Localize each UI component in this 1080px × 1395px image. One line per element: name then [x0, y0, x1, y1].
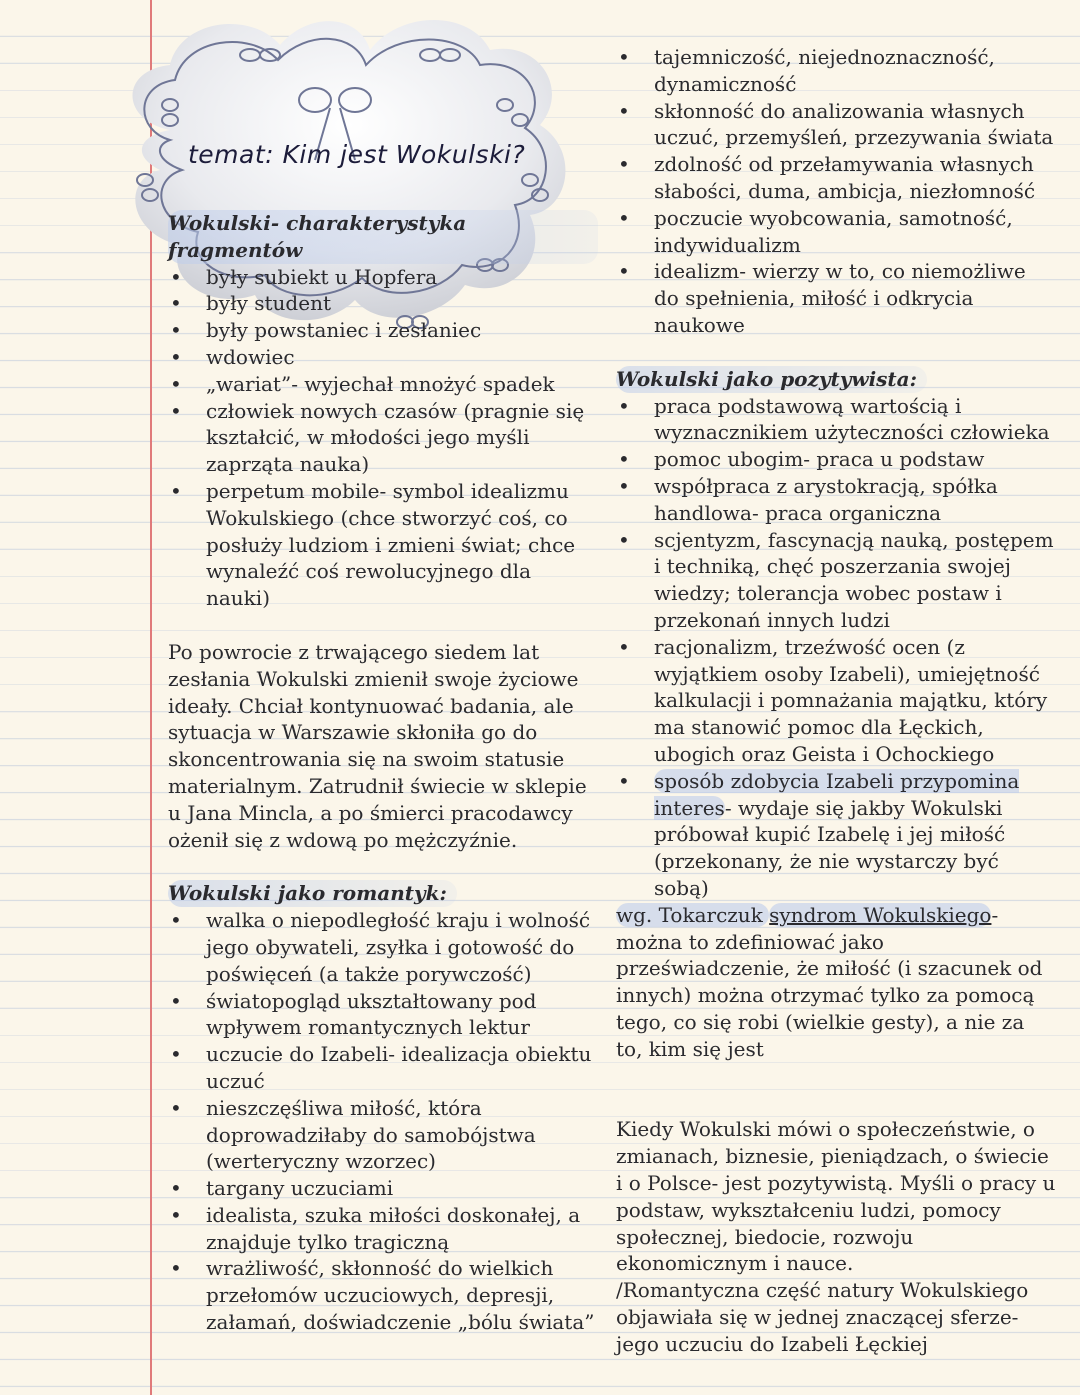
list-item: • uczucie do Izabeli- idealizacja obiektu uczuć: [168, 1041, 598, 1095]
syndrome-definition: - można to zdefiniować jako przeświadczenie, że miłość (i szacunek od innych) można otrzymać tylko za pomocą tego, co się robi (wielkie gesty), a nie za to, kim się jest: [616, 902, 1043, 1061]
list-item: • idealista, szuka miłości doskonałej, a znajduje tylko tragiczną: [168, 1202, 598, 1256]
closing-paragraph: Kiedy Wokulski mówi o społeczeństwie, o zmianach, biznesie, pieniądzach, o świecie i o Polsce- jest pozytywistą. Myśli o pracy u podstaw, wykształceniu ludzi, pomocy społecznej, biedocie, rozwoju ekonomicznym i nauce.: [616, 1117, 1056, 1276]
syndrome-paragraph: [616, 902, 1056, 1063]
list-item-text: - wydaje się jakby Wokulski próbował kupić Izabelę i jej miłość (przekonany, że nie wystarczy być sobą): [654, 795, 1006, 900]
list-item: • człowiek nowych czasów (pragnie się kształcić, w młodości jego myśli zaprząta nauka): [168, 398, 598, 478]
highlighted-text: sposób zdobycia Izabeli przypomina interes: [654, 768, 1020, 820]
list-item: • scjentyzm, fascynacją nauką, postępem i techniką, chęć poszerzania swojej wiedzy; tolerancja wobec postaw i przekonań innych ludzi: [616, 527, 1056, 634]
romantic-list-continued: [616, 44, 1056, 339]
list-item: • zdolność od przełamywania własnych słabości, duma, ambicja, niezłomność: [616, 151, 1056, 205]
list-item: • tajemniczość, niejednoznaczność, dynamiczność: [616, 44, 1056, 98]
list-item: [616, 768, 1056, 902]
romantic-list: [168, 907, 598, 1336]
list-item: • racjonalizm, trzeźwość ocen (z wyjątkiem osoby Izabeli), umiejętność kalkulacji i pomnażania majątku, który ma stanowić pomoc dla Łęckich, ubogich oraz Geista i Ochockiego: [616, 634, 1056, 768]
list-item: • poczucie wyobcowania, samotność, indywidualizm: [616, 205, 1056, 259]
list-item: • wdowiec: [168, 344, 598, 371]
exile-paragraph: Po powrocie z trwającego siedem lat zesłania Wokulski zmienił swoje życiowe ideały. Chciał kontynuować badania, ale sytuacja w Warszawie skłoniła go do skoncentrowania się na swoim statusie materialnym. Zatrudnił świecie w sklepie u Jana Mincla, a po śmierci pracodawcy ożenił się z wdową po mężczyźnie.: [168, 639, 587, 852]
list-item: • były powstaniec i zesłaniec: [168, 317, 598, 344]
list-item: • „wariat”- wyjechał mnożyć spadek: [168, 371, 598, 398]
list-item: • pomoc ubogim- praca u podstaw: [616, 446, 1056, 473]
syndrome-term: syndrom Wokulskiego: [769, 902, 992, 927]
list-item: • światopogląd ukształtowany pod wpływem romantycznych lektur: [168, 988, 598, 1042]
syndrome-prefix: wg. Tokarczuk: [616, 902, 770, 927]
list-item: • walka o niepodległość kraju i wolność jego obywateli, zsyłka i gotowość do poświęceń (a także porywczość): [168, 907, 598, 987]
list-item: • wrażliwość, skłonność do wielkich przełomów uczuciowych, depresji, załamań, doświadczenie „bólu świata”: [168, 1255, 598, 1335]
page-topic: temat: Kim jest Wokulski?: [188, 140, 526, 169]
right-column: [616, 44, 1056, 1358]
list-item: • skłonność do analizowania własnych uczuć, przemyśleń, przezywania świata: [616, 98, 1056, 152]
positivist-list: [616, 393, 1056, 902]
list-item: • praca podstawową wartością i wyznacznikiem użyteczności człowieka: [616, 393, 1056, 447]
romantic-heading: Wokulski jako romantyk:: [168, 880, 457, 907]
closing-note: /Romantyczna część natury Wokulskiego objawiała się w jednej znaczącej sferze- jego uczuciu do Izabeli Łęckiej: [616, 1278, 1029, 1356]
list-item: • perpetum mobile- symbol idealizmu Wokulskiego (chce stworzyć coś, co posłuży ludziom i zmieni świat; chce wynaleźć coś rewolucyjnego dla nauki): [168, 478, 598, 612]
fragments-list: [168, 264, 598, 612]
list-item: • były student: [168, 290, 598, 317]
fragments-heading: Wokulski- charakterystyka fragmentów: [168, 210, 598, 264]
list-item: • targany uczuciami: [168, 1175, 598, 1202]
list-item: • były subiekt u Hopfera: [168, 264, 598, 291]
list-item: • współpraca z arystokracją, spółka handlowa- praca organiczna: [616, 473, 1056, 527]
list-item: • idealizm- wierzy w to, co niemożliwe do spełnienia, miłość i odkrycia naukowe: [616, 258, 1056, 338]
positivist-heading: Wokulski jako pozytywista:: [616, 366, 927, 393]
left-column: [168, 210, 598, 1336]
list-item: • nieszczęśliwa miłość, która doprowadziłaby do samobójstwa (werteryczny wzorzec): [168, 1095, 598, 1175]
